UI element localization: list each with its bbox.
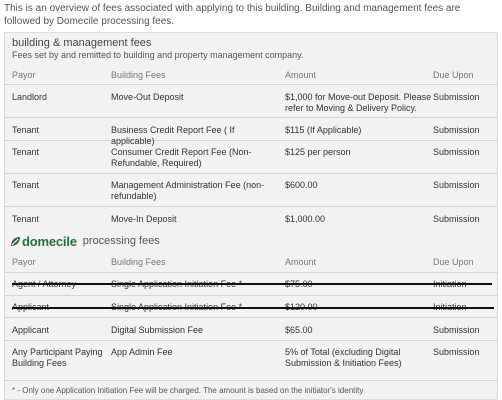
table-row (5, 85, 497, 118)
due-cell: Submission (433, 180, 480, 190)
fee-cell: Move-Out Deposit (111, 92, 184, 102)
processing-fees-title: processing fees (82, 235, 160, 247)
table-row (5, 318, 497, 341)
payor-cell: Tenant (12, 125, 40, 135)
due-cell: Submission (433, 325, 480, 335)
building-fees-title: building & management fees (12, 37, 152, 49)
amount-cell: 5% of Total (excluding Digital Submission & Initiation Fees) (285, 347, 402, 368)
due-cell: Submission (433, 347, 480, 357)
amount-cell: $1,000.00 (285, 214, 326, 224)
due-cell: Submission (433, 147, 480, 157)
table-row (5, 207, 497, 231)
building-fees-subtitle: Fees set by and remitted to building and property management company. (12, 50, 304, 60)
header-due-upon: Due Upon (433, 70, 474, 80)
fee-cell: Business Credit Report Fee ( If applicable) (111, 125, 235, 146)
header-payor: Payor (12, 70, 36, 80)
building-table-header (5, 64, 497, 85)
payor-cell: Tenant (12, 147, 40, 157)
intro-text: This is an overview of fees associated with applying to this building. Building and management fees are followed by Domecile processing fees. (4, 3, 461, 27)
table-row (5, 296, 497, 318)
header-due-upon: Due Upon (433, 257, 474, 267)
domecile-logo-text: domecile (22, 233, 77, 249)
strikethrough-line (12, 307, 494, 309)
footnote: * - Only one Application Initiation Fee will be charged. The amount is based on the initiator's identity (12, 386, 364, 395)
header-payor: Payor (12, 257, 36, 267)
fee-cell: Move-In Deposit (111, 214, 177, 224)
table-row (5, 141, 497, 174)
payor-cell: Landlord (12, 92, 48, 102)
domecile-table-header (5, 252, 497, 273)
amount-cell: $115 (If Applicable) (285, 125, 362, 135)
amount-cell: $1,000 for Move-out Deposit. Please refer to Moving & Delivery Policy. (285, 92, 432, 113)
table-row (5, 118, 497, 146)
strikethrough-line (12, 283, 492, 285)
fee-cell: Digital Submission Fee (111, 325, 204, 335)
leaf-icon (10, 236, 21, 247)
domecile-logo (10, 234, 77, 249)
fee-cell: Consumer Credit Report Fee (Non-Refundable, Required) (111, 147, 252, 168)
fees-panel (4, 32, 498, 400)
domecile-heading (10, 234, 160, 248)
amount-cell: $125 per person (285, 147, 351, 157)
fee-cell: Management Administration Fee (non-refundable) (111, 180, 265, 201)
due-cell: Submission (433, 125, 480, 135)
payor-cell: Tenant (12, 180, 40, 190)
due-cell: Submission (433, 214, 480, 224)
payor-cell: Applicant (12, 325, 50, 335)
table-row (5, 174, 497, 207)
header-building-fees: Building Fees (111, 70, 166, 80)
fee-cell: App Admin Fee (111, 347, 173, 357)
header-building-fees: Building Fees (111, 257, 166, 267)
payor-cell: Tenant (12, 214, 40, 224)
header-amount: Amount (285, 257, 317, 267)
amount-cell: $600.00 (285, 180, 318, 190)
due-cell: Submission (433, 92, 480, 102)
amount-cell: $65.00 (285, 325, 313, 335)
payor-cell: Any Participant Paying Building Fees (12, 347, 103, 368)
header-amount: Amount (285, 70, 317, 80)
table-row (5, 273, 497, 296)
table-row (5, 341, 497, 381)
